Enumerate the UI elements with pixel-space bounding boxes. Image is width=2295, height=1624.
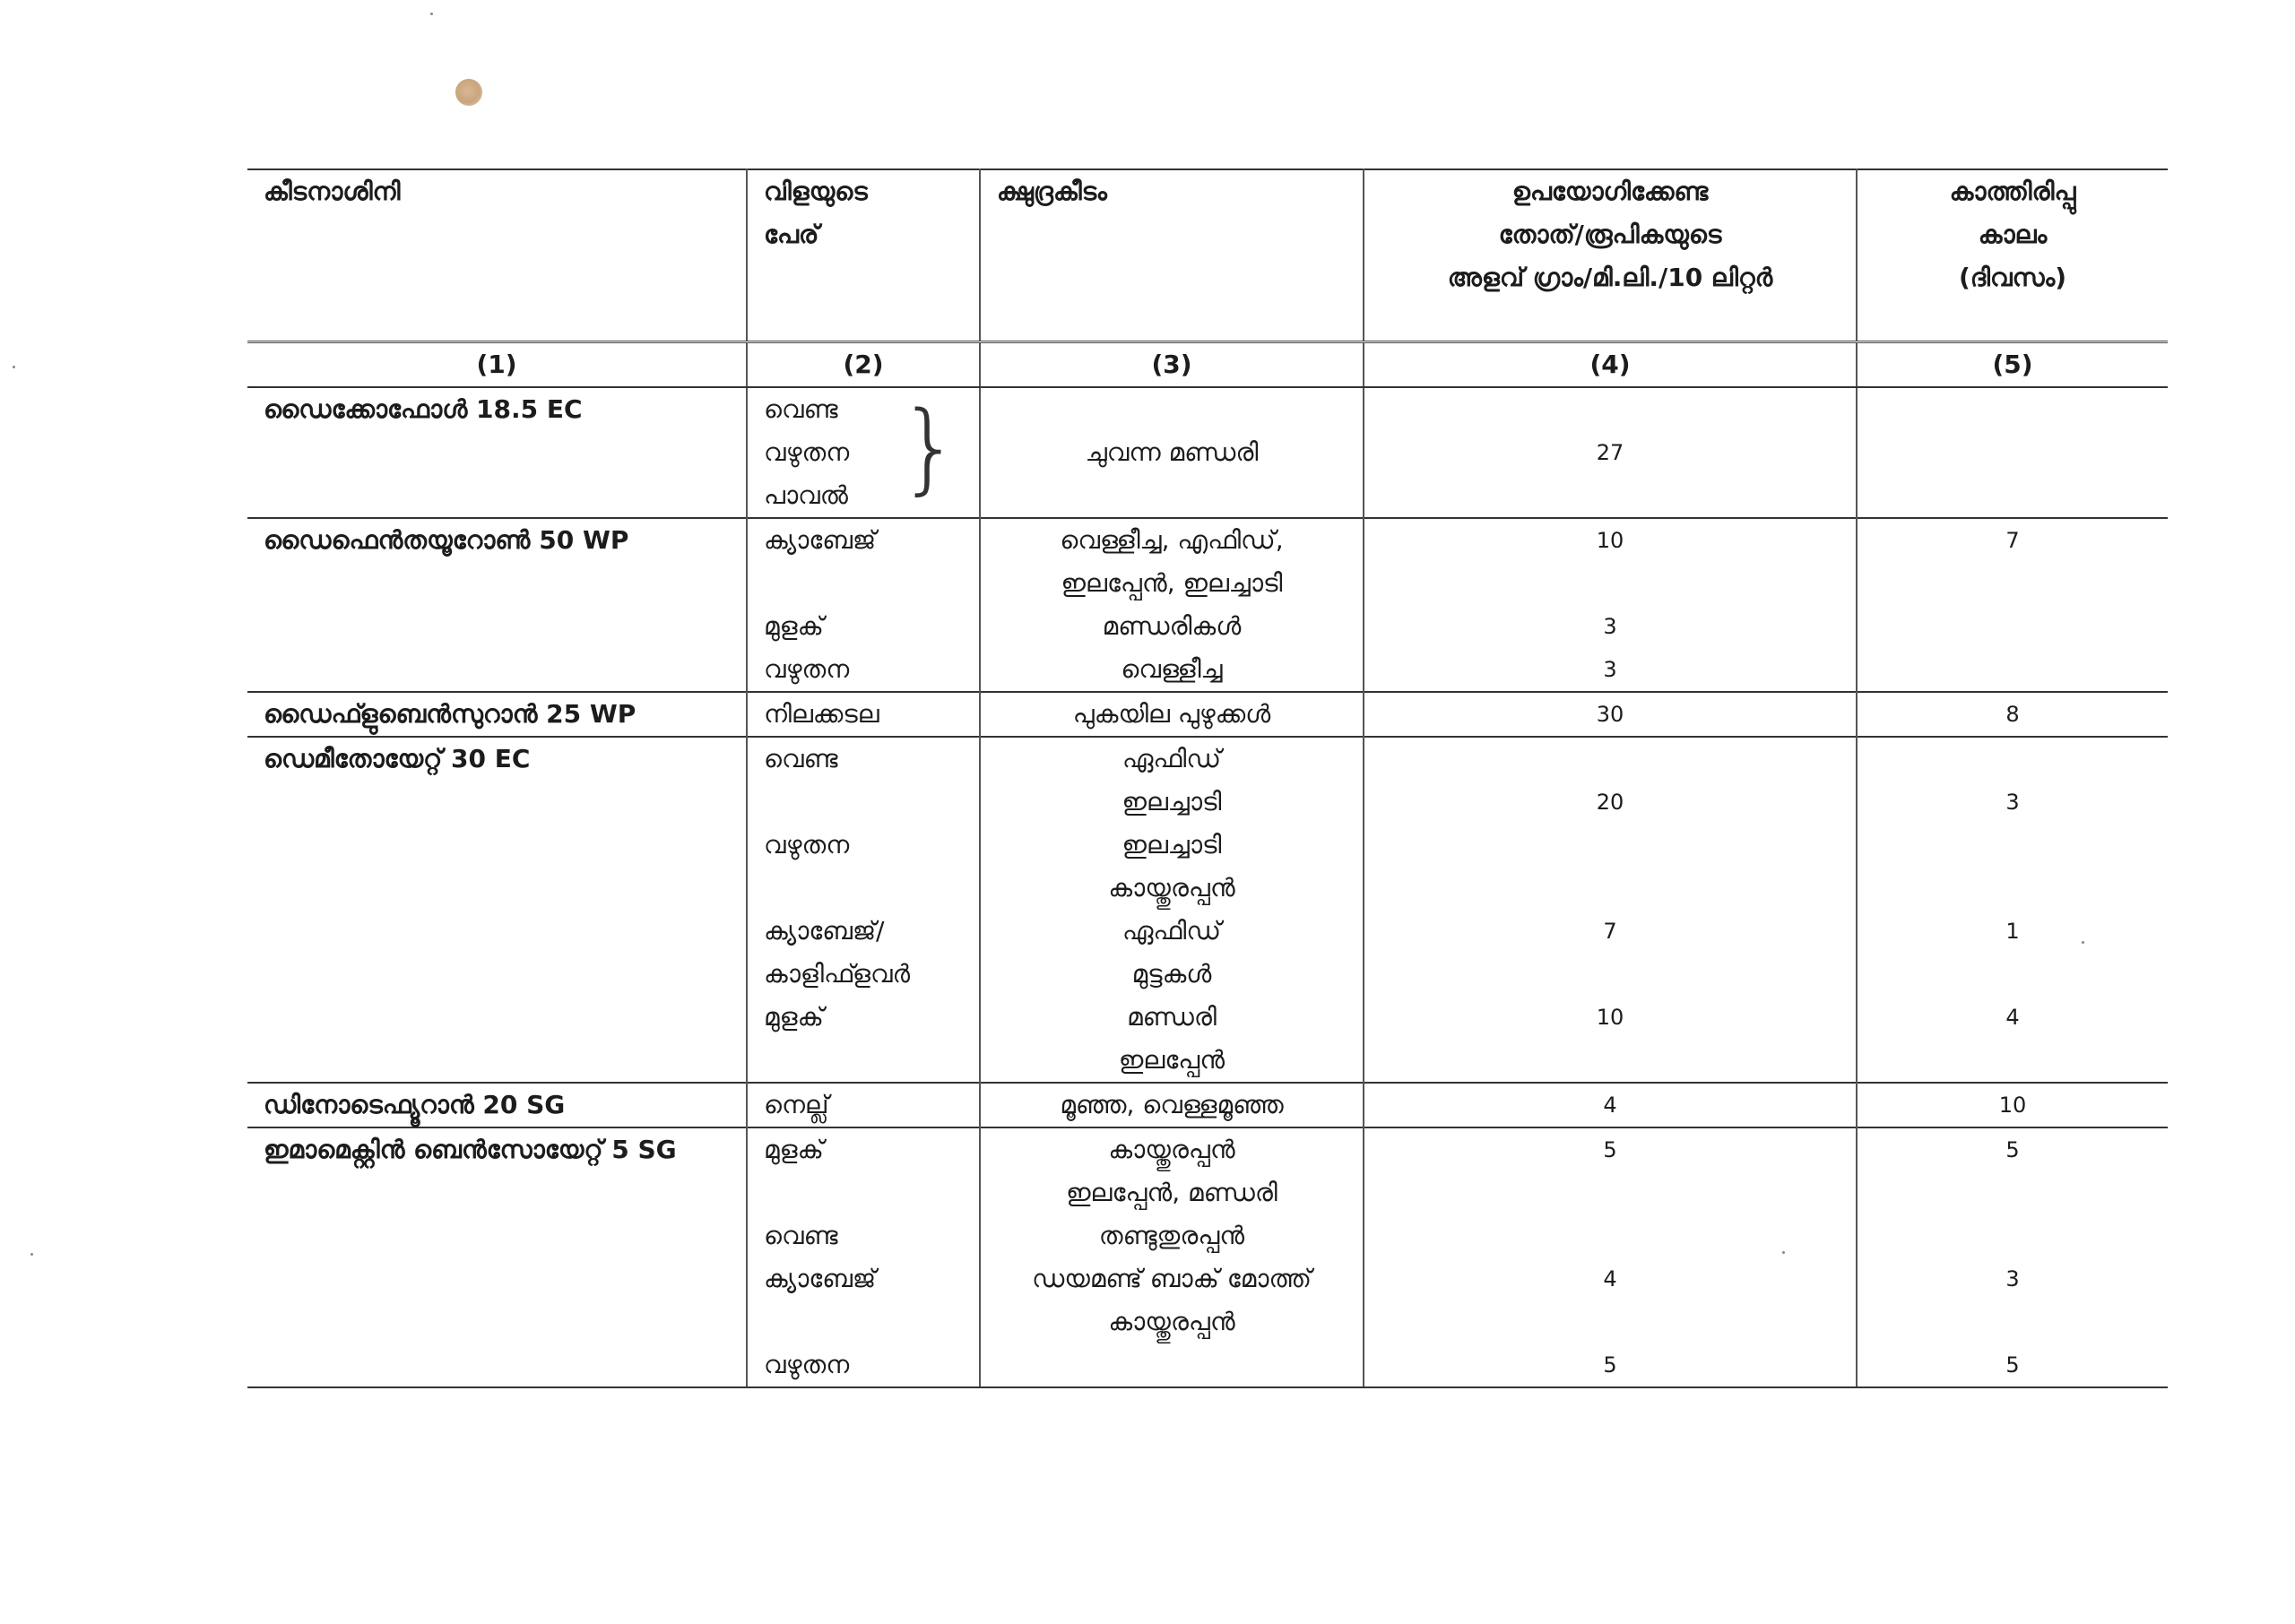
dose-line [1381,1039,1840,1082]
waiting-period-line [1874,648,2152,691]
dose-line: 10 [1596,1005,1624,1030]
pest-line: ഏഫിഡ് [1122,744,1222,773]
pest-line: ഏഫിഡ് [1122,916,1222,946]
crop-line [764,1039,963,1082]
pest-line: കായ്തുരപ്പൻ [1108,1307,1235,1336]
pest-line: ഇലച്ചാടി [1122,787,1222,816]
pest-line [997,1343,1347,1386]
waiting-period-line: 7 [2005,528,2020,553]
waiting-period-line [1874,605,2152,648]
crop-line [764,867,963,910]
pest-line: പുകയില പുഴുക്കൾ [1072,699,1271,729]
waiting-period-line: 3 [2005,790,2020,815]
header-dose: ഉപയോഗിക്കേണ്ട തോത്/രൂപികയുടെ അളവ് ഗ്രാം/മി.ലി./10 ലിറ്റർ [1364,169,1857,342]
crop-line: കാളിഫ്ളവർ [764,959,911,989]
table-row [247,737,2168,1083]
dose-line [1381,1300,1840,1343]
waiting-period-line [1874,562,2152,605]
column-number: (1) [247,342,747,388]
header-pest: ക്ഷുദ്രകീടം [980,169,1364,342]
waiting-period-line [1874,474,2152,517]
crop-line: വഴുതന [764,654,850,684]
pest-cell [980,1083,1364,1127]
pest-line: ഇലപ്പേൻ, മണ്ഡരി [1066,1178,1277,1207]
pest-cell [980,737,1364,1083]
crop-line: ക്യാബേജ് [764,525,877,555]
dose-line: 3 [1603,614,1617,639]
dose-cell [1364,692,1857,737]
waiting-period-line: 4 [2005,1005,2020,1030]
dose-line: 5 [1603,1137,1617,1162]
header-waiting-period: കാത്തിരിപ്പു കാലം (ദിവസം) [1857,169,2168,342]
paper-stain [455,79,482,106]
crop-line: മുളക് [764,611,824,641]
crop-line: ക്യാബേജ്/ [764,916,885,946]
pest-line: തണ്ടുതുരപ്പൻ [1098,1221,1245,1250]
dose-line [1381,953,1840,996]
pesticide-cell [247,737,747,1083]
waiting-period-line [1874,953,2152,996]
dose-line: 4 [1603,1093,1617,1118]
paper-speck [30,1253,33,1256]
waiting-period-line: 5 [2005,1137,2020,1162]
paper-speck [13,366,15,368]
pest-cell [980,692,1364,737]
table-row [247,518,2168,692]
pest-line: കായ്തുരപ്പൻ [1108,1135,1235,1164]
column-number-row [247,342,2168,388]
dose-line [1381,1214,1840,1257]
dose-line [1381,562,1840,605]
crop-line: മുളക് [764,1135,824,1164]
crop-line: വഴുതന [764,1350,850,1379]
waiting-period-cell [1857,1127,2168,1387]
column-number: (2) [747,342,980,388]
paper-speck [430,13,433,15]
crop-line [764,1300,963,1343]
grouping-brace: } [898,390,961,505]
crop-cell [747,692,980,737]
dose-line [1381,867,1840,910]
waiting-period-line [1874,1039,2152,1082]
pesticide-name: ഡിനോടെഫ്യൂറാൻ 20 SG [264,1090,566,1119]
header-crop: വിളയുടെ പേര് [747,169,980,342]
pesticide-cell [247,387,747,518]
dose-line: 30 [1596,702,1624,727]
pest-line: ഇലപ്പേൻ, ഇലച്ചാടി [1061,568,1283,598]
dose-line [1381,738,1840,781]
crop-line: പാവൽ [764,480,848,510]
crop-cell [747,1083,980,1127]
pest-line: മൂഞ്ഞ, വെള്ളമൂഞ്ഞ [1060,1090,1284,1119]
pest-line: ഇലച്ചാടി [1122,830,1222,860]
crop-line: നിലക്കടല [764,699,879,729]
pesticide-cell [247,1127,747,1387]
pesticide-name: ഡെമീതോയേറ്റ് 30 EC [264,744,531,773]
dose-line: 20 [1596,790,1624,815]
waiting-period-line: 1 [2005,919,2020,944]
pesticide-name: ഡൈഫെൻതയൂറോൺ 50 WP [264,525,629,555]
waiting-period-line [1874,738,2152,781]
header-pesticide: കീടനാശിനി [247,169,747,342]
column-number: (3) [980,342,1364,388]
pesticide-table [247,168,2168,1388]
pesticide-name: ഡൈക്കോഫോൾ 18.5 EC [264,394,583,424]
pesticide-cell [247,518,747,692]
pesticide-cell [247,1083,747,1127]
dose-cell [1364,1083,1857,1127]
waiting-period-line [1874,431,2152,474]
column-number: (5) [1857,342,2168,388]
dose-line [1381,388,1840,431]
crop-line: വെണ്ട [764,394,838,424]
table-row [247,387,2168,518]
crop-line [764,781,963,824]
pest-cell [980,1127,1364,1387]
dose-cell [1364,737,1857,1083]
waiting-period-line [1874,388,2152,431]
pest-line: വെള്ളീച്ച, എഫിഡ്, [1060,525,1284,555]
pest-line: ഇലപ്പേൻ [1118,1045,1225,1075]
dose-line: 3 [1603,657,1617,682]
column-number: (4) [1364,342,1857,388]
pest-line [997,388,1347,431]
waiting-period-line: 10 [1998,1093,2027,1118]
pest-line: ചുവന്ന മണ്ഡരി [1085,437,1259,467]
waiting-period-line: 5 [2005,1352,2020,1378]
pesticide-name: ഡൈഫ്ളുബെൻസുറാൻ 25 WP [264,699,637,729]
crop-line: വഴുതന [764,830,850,860]
pest-line: കായ്തുരപ്പൻ [1108,873,1235,903]
pest-cell [980,387,1364,518]
dose-cell [1364,518,1857,692]
waiting-period-line: 8 [2005,702,2020,727]
dose-line: 4 [1603,1266,1617,1291]
pest-line: വെള്ളീച്ച [1121,654,1223,684]
crop-line: മുളക് [764,1002,824,1032]
dose-line [1381,1171,1840,1214]
dose-line: 27 [1596,440,1624,465]
waiting-period-cell [1857,692,2168,737]
dose-cell [1364,387,1857,518]
pest-cell [980,518,1364,692]
waiting-period-cell [1857,518,2168,692]
crop-cell [747,1127,980,1387]
crop-line: നെല്ല് [764,1090,829,1119]
dose-line: 7 [1603,919,1617,944]
waiting-period-cell [1857,387,2168,518]
table-row [247,1127,2168,1387]
pesticide-name: ഇമാമെക്റ്റിൻ ബെൻസോയേറ്റ് 5 SG [264,1135,677,1164]
pest-line [997,474,1347,517]
pest-line: മണ്ഡരി [1127,1002,1217,1032]
crop-line: ക്യാബേജ് [764,1264,877,1293]
waiting-period-line [1874,1171,2152,1214]
table-body [247,387,2168,1387]
crop-line: വെണ്ട [764,1221,838,1250]
crop-cell [747,737,980,1083]
waiting-period-line [1874,1300,2152,1343]
dose-line: 10 [1596,528,1624,553]
table-row [247,1083,2168,1127]
waiting-period-line: 3 [2005,1266,2020,1291]
waiting-period-cell [1857,737,2168,1083]
header-row [247,169,2168,342]
dose-line [1381,824,1840,867]
waiting-period-cell [1857,1083,2168,1127]
pest-line: മുട്ടകൾ [1131,959,1212,989]
crop-line: വഴുതന [764,437,850,467]
crop-line [764,1171,963,1214]
table-row [247,692,2168,737]
waiting-period-line [1874,1214,2152,1257]
dose-cell [1364,1127,1857,1387]
waiting-period-line [1874,824,2152,867]
dose-line: 5 [1603,1352,1617,1378]
crop-line [764,562,963,605]
crop-line: വെണ്ട [764,744,838,773]
crop-cell [747,518,980,692]
pest-line: മണ്ഡരികൾ [1102,611,1242,641]
pesticide-cell [247,692,747,737]
waiting-period-line [1874,867,2152,910]
dose-line [1381,474,1840,517]
pest-line: ഡയമണ്ട് ബാക് മോത്ത് [1032,1264,1312,1293]
